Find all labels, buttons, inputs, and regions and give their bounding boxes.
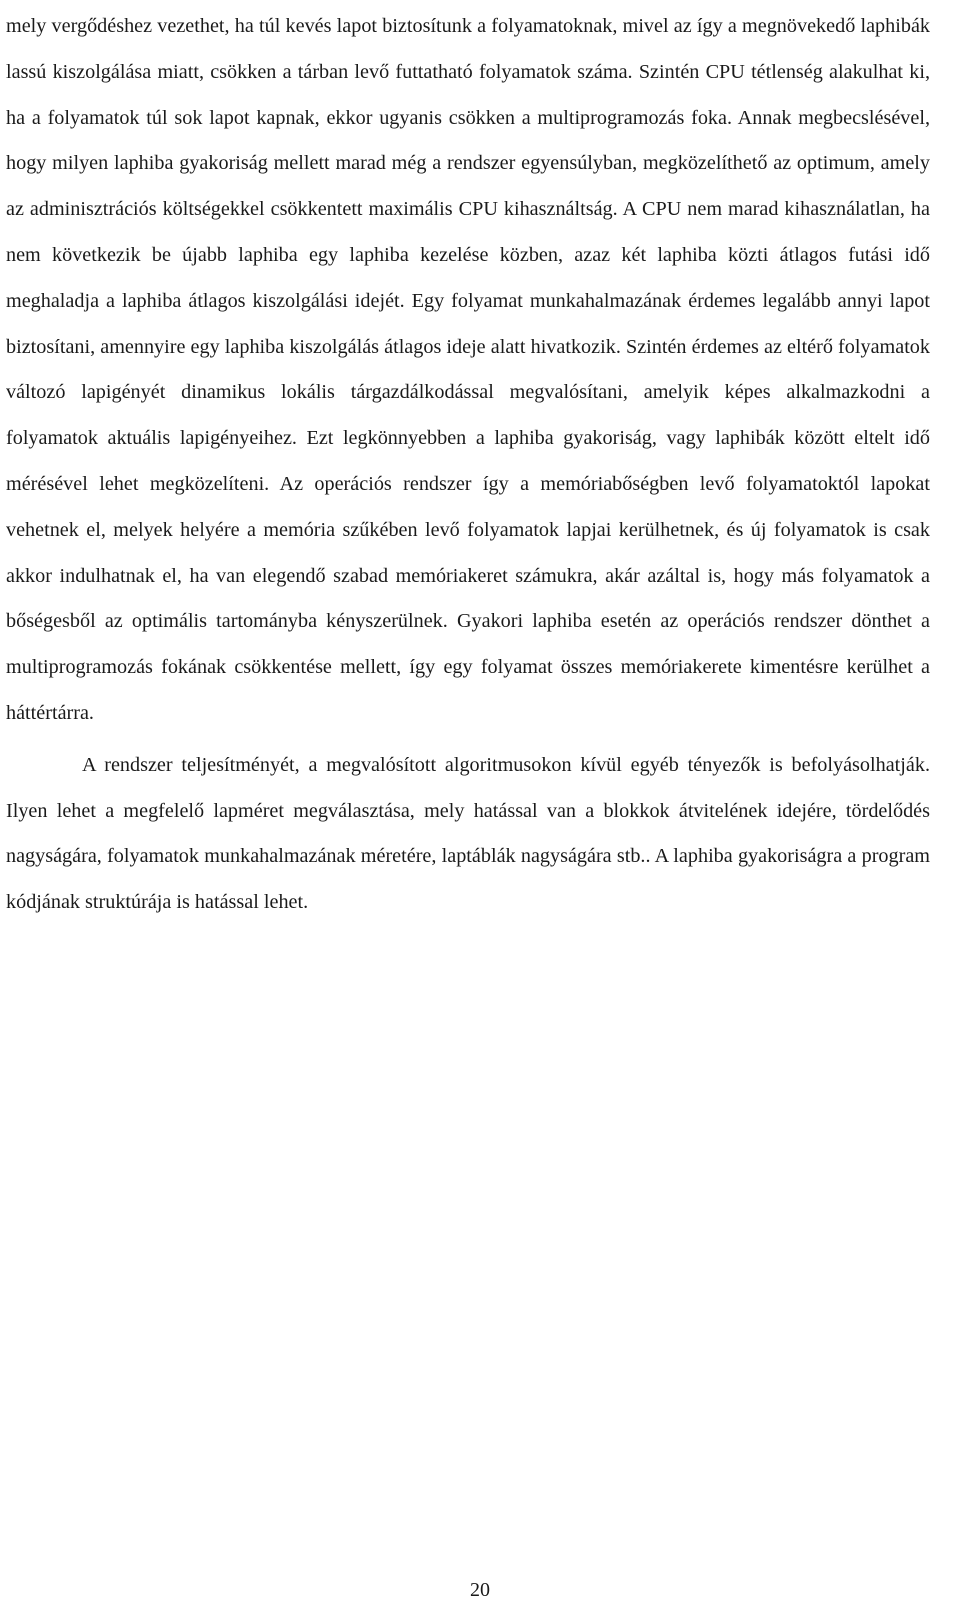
body-paragraph-2: A rendszer teljesítményét, a megvalósított algoritmusokon kívül egyéb tényezők is befolyásolhatják. Ilyen lehet a megfelelő lapméret megválasztása, mely hatással van a blokkok átvitelének idejére, tördelődés nagyságára, folyamatok munkahalmazának méretére, laptáblák nagyságára stb.. A laphiba gyakoriságra a program kódjának struktúrája is hatással lehet. [6,753,930,914]
document-page [6,0,930,926]
page-number: 20 [470,1579,490,1601]
body-paragraph-1: mely vergődéshez vezethet, ha túl kevés lapot biztosítunk a folyamatoknak, mivel az így a megnövekedő laphibák lassú kiszolgálása miatt, csökken a tárban levő futtatható folyamatok száma. Szintén CPU tétlenség alakulhat ki, ha a folyamatok túl sok lapot kapnak, ekkor ugyanis csökken a multiprogramozás foka. Annak megbecslésével, hogy milyen laphiba gyakoriság mellett marad még a rendszer egyensúlyban, megközelíthető az optimum, amely az adminisztrációs költségekkel csökkentett maximális CPU kihasználtság. A CPU nem marad kihasználatlan, ha nem következik be újabb laphiba egy laphiba kezelése közben, azaz két laphiba közti átlagos futási idő meghaladja a laphiba átlagos kiszolgálási idejét. Egy folyamat munkahalmazának érdemes legalább annyi lapot biztosítani, amennyire egy laphiba kiszolgálás átlagos ideje alatt hivatkozik. Szintén érdemes az eltérő folyamatok változó lapigényét dinamikus lokális tárgazdálkodással megvalósítani, amelyik képes alkalmazkodni a folyamatok aktuális lapigényeihez. Ezt legkönnyebben a laphiba gyakoriság, vagy laphibák között eltelt idő mérésével lehet megközelíteni. Az operációs rendszer így a memóriabőségben levő folyamatoktól lapokat vehetnek el, melyek helyére a memória szűkében levő folyamatok lapjai kerülhetnek, és új folyamatok is csak akkor indulhatnak el, ha van elegendő szabad memóriakeret számukra, akár azáltal is, hogy más folyamatok a bőségesből az optimális tartományba kényszerülnek. Gyakori laphiba esetén az operációs rendszer dönthet a multiprogramozás fokának csökkentése mellett, így egy folyamat összes memóriakerete kimentésre kerülhet a háttértárra. [6,15,930,724]
